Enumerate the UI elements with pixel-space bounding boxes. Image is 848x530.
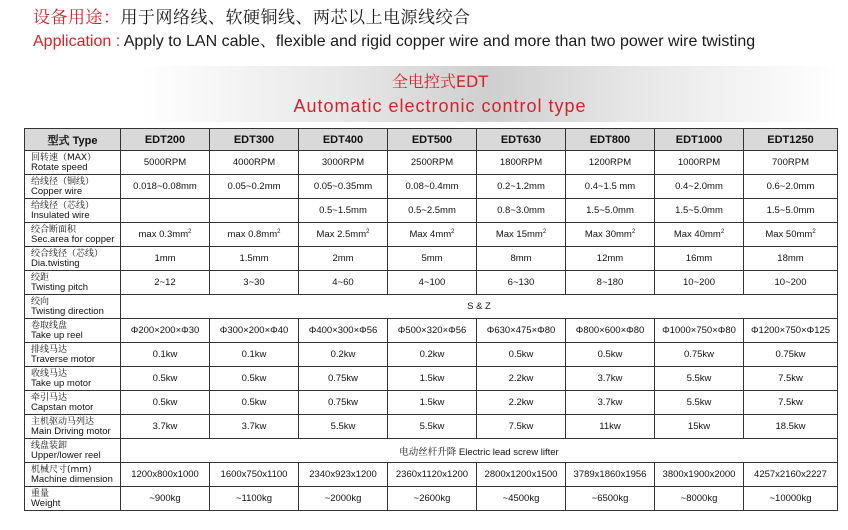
row-label (25, 439, 121, 463)
table-cell (655, 271, 744, 295)
table-cell-value: 3.7kw (597, 373, 623, 384)
table-cell (388, 487, 477, 511)
table-cell-value: 4000RPM (232, 157, 276, 168)
table-cell (744, 175, 838, 199)
spec-table-body (25, 151, 838, 511)
title-en: Automatic electronic control type (293, 96, 587, 116)
table-cell-value: Φ1200×750×Φ125 (750, 325, 831, 336)
table-cell-value: 18.5kw (775, 421, 806, 432)
table-cell-value: 0.6~2.0mm (766, 181, 815, 192)
application-cn-text: 用于网络线、软硬铜线、两芯以上电源线绞合 (120, 8, 471, 28)
table-cell-value: 2.2kw (508, 397, 534, 408)
table-cell (299, 271, 388, 295)
table-cell-value: 0.08~0.4mm (405, 181, 459, 192)
table-cell-value: 0.5kw (152, 397, 178, 408)
table-row (25, 247, 838, 271)
row-label (25, 367, 121, 391)
table-cell-value: Max 15mm (495, 229, 543, 240)
table-cell (477, 175, 566, 199)
table-cell (121, 391, 210, 415)
row-label (25, 463, 121, 487)
row-label-en: Traverse motor (31, 353, 96, 365)
table-cell (477, 391, 566, 415)
table-cell-value: 1000RPM (677, 157, 721, 168)
table-cell-value: 0.1kw (241, 349, 267, 360)
table-cell (477, 487, 566, 511)
table-cell (299, 343, 388, 367)
table-cell (388, 247, 477, 271)
table-cell-value: 0.1kw (152, 349, 178, 360)
row-label-en: Sec.area for copper (31, 233, 115, 245)
table-cell-value: 11kw (599, 421, 621, 432)
table-cell-value: 2mm (332, 253, 354, 264)
table-cell-value: 3789x1860x1956 (573, 469, 647, 480)
table-cell (121, 463, 210, 487)
header-model: EDT1250 (744, 129, 838, 151)
table-cell-value: Max 50mm (765, 229, 813, 240)
table-cell (299, 223, 388, 247)
row-label (25, 199, 121, 223)
table-cell-value: Max 30mm (584, 229, 632, 240)
table-cell-value: 1200x800x1000 (131, 469, 199, 480)
table-cell (210, 415, 299, 439)
row-label-en: Take up reel (31, 329, 83, 341)
table-cell (388, 463, 477, 487)
table-cell-value: 0.5~2.5mm (408, 205, 456, 216)
table-cell (477, 151, 566, 175)
table-cell-value: 3800x1900x2000 (662, 469, 736, 480)
table-cell-value: 0.75kw (327, 373, 359, 384)
table-cell (388, 271, 477, 295)
table-row (25, 463, 838, 487)
row-label-cn: 绞合断面积 (31, 224, 77, 235)
table-cell (566, 175, 655, 199)
row-label-en: Copper wire (31, 185, 83, 197)
table-cell-value: 0.5kw (508, 349, 534, 360)
table-row (25, 343, 838, 367)
table-cell (388, 343, 477, 367)
table-cell-value: 1600x750x1100 (220, 469, 288, 480)
header-model: EDT630 (477, 129, 566, 151)
row-label-cn: 牵引马达 (31, 392, 68, 403)
row-label-en: Weight (31, 497, 61, 509)
table-row (25, 439, 838, 463)
row-label-en: Take up motor (31, 377, 92, 389)
table-cell (210, 319, 299, 343)
header-model: EDT400 (299, 129, 388, 151)
table-cell-value: Max 4mm (409, 229, 452, 240)
table-cell-value: Max 2.5mm (316, 229, 367, 240)
row-label-en: Upper/lower reel (31, 449, 101, 461)
row-label (25, 487, 121, 511)
table-cell (299, 247, 388, 271)
table-cell-value: 8mm (510, 253, 532, 264)
row-label (25, 175, 121, 199)
table-cell (744, 247, 838, 271)
table-cell-value: Φ300×200×Φ40 (219, 325, 289, 336)
table-cell (121, 223, 210, 247)
table-cell (744, 319, 838, 343)
table-cell (388, 175, 477, 199)
table-cell-value: 0.018~0.08mm (133, 181, 197, 192)
table-cell-value: 3.7kw (152, 421, 178, 432)
unit-superscript: 2 (720, 228, 725, 235)
table-cell-value: ~1100kg (235, 493, 272, 504)
row-label (25, 295, 121, 319)
table-cell-value: ~8000kg (680, 493, 718, 504)
table-cell (744, 487, 838, 511)
row-label (25, 343, 121, 367)
table-cell-value: 5mm (421, 253, 443, 264)
application-en-line (33, 31, 755, 53)
table-cell (744, 151, 838, 175)
table-cell (655, 391, 744, 415)
table-cell-value: 5000RPM (143, 157, 187, 168)
table-cell-value: 3.7kw (597, 397, 623, 408)
row-label-cn: 卷取线盘 (31, 320, 68, 331)
table-cell (121, 343, 210, 367)
table-cell (388, 415, 477, 439)
table-cell-value: Φ200×200×Φ30 (130, 325, 200, 336)
table-cell (210, 175, 299, 199)
row-label-cn: 线盘装卸 (31, 440, 68, 451)
table-row (25, 175, 838, 199)
table-cell (210, 343, 299, 367)
row-label (25, 151, 121, 175)
table-cell (388, 223, 477, 247)
table-cell-value: 5.5kw (330, 421, 356, 432)
table-cell (744, 223, 838, 247)
row-label-en: Dia.twisting (31, 257, 80, 269)
table-cell-value: 2360x1120x1200 (395, 469, 469, 480)
table-row (25, 151, 838, 175)
table-cell (566, 151, 655, 175)
table-cell (566, 319, 655, 343)
table-cell-value: 0.5kw (597, 349, 623, 360)
table-cell-value: 1.5kw (419, 373, 445, 384)
table-cell (299, 367, 388, 391)
table-cell-value: Φ800×600×Φ80 (575, 325, 645, 336)
table-cell-value: 1.5~5.0mm (586, 205, 634, 216)
table-cell-value: Φ630×475×Φ80 (486, 325, 556, 336)
table-cell (210, 463, 299, 487)
table-cell (299, 487, 388, 511)
row-label (25, 271, 121, 295)
table-cell (655, 367, 744, 391)
table-cell (655, 319, 744, 343)
table-cell-value: ~900kg (149, 493, 181, 504)
row-label-en: Capstan motor (31, 401, 94, 413)
table-cell (388, 319, 477, 343)
table-cell (655, 151, 744, 175)
unit-superscript: 2 (451, 228, 455, 235)
row-label (25, 319, 121, 343)
table-cell (744, 367, 838, 391)
table-cell (210, 151, 299, 175)
table-cell (566, 391, 655, 415)
table-cell-value: 4257x2160x2227 (754, 469, 827, 480)
table-cell (210, 271, 299, 295)
spec-table (24, 128, 838, 511)
table-cell-value: 3000RPM (321, 157, 365, 168)
table-cell (566, 367, 655, 391)
table-cell-value: 1.5mm (239, 253, 269, 264)
table-cell (477, 367, 566, 391)
table-cell-value: 0.5kw (241, 373, 267, 384)
table-row (25, 295, 838, 319)
table-cell-value: 3.7kw (241, 421, 267, 432)
header-model: EDT500 (388, 129, 477, 151)
table-cell-value: 0.75kw (683, 349, 715, 360)
table-cell (744, 199, 838, 223)
table-cell-value: 4~60 (332, 277, 354, 288)
header-model: EDT1000 (655, 129, 744, 151)
table-cell (299, 199, 388, 223)
table-cell (299, 391, 388, 415)
table-cell (210, 223, 299, 247)
table-cell (566, 463, 655, 487)
row-label-cn: 机械尺寸(mm) (31, 464, 92, 475)
table-cell (566, 247, 655, 271)
table-cell-value: 1200RPM (588, 157, 632, 168)
application-en-label: Application : (33, 33, 121, 50)
table-cell (210, 367, 299, 391)
row-label-cn: 回转速（MAX） (31, 152, 97, 163)
table-cell (121, 151, 210, 175)
application-cn-label: 设备用途： (33, 8, 121, 28)
header-model: EDT200 (121, 129, 210, 151)
table-cell (655, 487, 744, 511)
table-cell-value: 2800x1200x1500 (484, 469, 558, 480)
table-cell-value: max 0.8mm (227, 229, 278, 240)
table-cell (121, 487, 210, 511)
table-cell (566, 343, 655, 367)
table-cell-value: 0.2kw (330, 349, 356, 360)
table-cell (299, 463, 388, 487)
table-cell (210, 487, 299, 511)
table-cell (566, 199, 655, 223)
row-label-cn: 主机驱动马列达 (31, 416, 95, 427)
table-row (25, 271, 838, 295)
table-cell-value: ~10000kg (769, 493, 812, 504)
table-cell-value: 16mm (685, 253, 713, 264)
header-model: EDT300 (210, 129, 299, 151)
table-cell-value: Φ400×300×Φ56 (308, 325, 378, 336)
table-cell (299, 319, 388, 343)
table-cell (299, 151, 388, 175)
table-cell-value: Max 40mm (673, 229, 721, 240)
table-cell-value: 700RPM (772, 157, 809, 168)
table-cell-value: 5.5kw (686, 397, 712, 408)
table-cell (744, 463, 838, 487)
table-cell-value: 2.2kw (508, 373, 534, 384)
row-label-en: Insulated wire (31, 209, 90, 221)
table-cell-value: max 0.3mm (138, 229, 189, 240)
row-label-en: Twisting direction (31, 305, 104, 317)
title-cn: 全电控式EDT (391, 72, 489, 91)
row-label (25, 223, 121, 247)
table-row (25, 319, 838, 343)
row-label-cn: 排线马达 (31, 344, 68, 355)
table-cell (388, 151, 477, 175)
unit-superscript: 2 (366, 228, 370, 235)
spec-table-header (25, 129, 838, 151)
table-cell-value: 1mm (154, 253, 176, 264)
table-cell-value: 0.4~1.5 mm (584, 181, 636, 192)
table-row (25, 367, 838, 391)
table-cell-value: 10~200 (683, 277, 715, 288)
table-cell-value: 10~200 (774, 277, 807, 288)
table-cell-span: S & Z (121, 295, 838, 319)
table-cell (655, 199, 744, 223)
table-cell (566, 415, 655, 439)
table-cell (477, 415, 566, 439)
table-cell-value: 5.5kw (686, 373, 712, 384)
table-cell (744, 415, 838, 439)
unit-superscript: 2 (812, 228, 816, 235)
table-cell-value: 1.5~5.0mm (675, 205, 723, 216)
table-cell (566, 487, 655, 511)
table-cell (477, 199, 566, 223)
table-cell-value: ~2000kg (324, 493, 362, 504)
table-cell-value: 0.75kw (775, 349, 806, 360)
row-label (25, 391, 121, 415)
table-cell (477, 319, 566, 343)
table-cell (477, 271, 566, 295)
application-en-text: Apply to LAN cable、flexible and rigid copper wire and more than two power wire twisting (120, 33, 756, 50)
table-cell-value: ~6500kg (591, 493, 629, 504)
table-cell-value: 4~100 (418, 277, 446, 288)
table-cell (121, 247, 210, 271)
row-label-en: Rotate speed (31, 161, 88, 173)
unit-superscript: 2 (277, 228, 281, 235)
header-type-label: 型式 Type (25, 129, 121, 151)
row-label-cn: 重量 (31, 488, 50, 499)
table-cell-value: 0.4~2.0mm (675, 181, 723, 192)
table-cell (299, 175, 388, 199)
table-cell (121, 415, 210, 439)
table-cell (477, 247, 566, 271)
table-cell (121, 367, 210, 391)
table-cell (121, 319, 210, 343)
row-label-en: Machine dimension (31, 473, 113, 485)
row-label-cn: 绞距 (31, 272, 50, 283)
table-cell-value: 0.2kw (419, 349, 445, 360)
table-cell-value: 2~12 (154, 277, 176, 288)
table-cell (744, 391, 838, 415)
table-cell-value: ~2600kg (413, 493, 451, 504)
row-label-cn: 给线径（芯线） (31, 200, 95, 211)
table-cell (655, 415, 744, 439)
table-cell (121, 271, 210, 295)
table-cell (744, 271, 838, 295)
table-cell-value: 1800RPM (499, 157, 543, 168)
table-cell-value: 2340x923x1200 (309, 469, 377, 480)
table-cell (566, 223, 655, 247)
table-cell (210, 247, 299, 271)
table-row (25, 223, 838, 247)
table-cell (477, 223, 566, 247)
table-cell (655, 175, 744, 199)
row-label-cn: 绞合线径（芯线） (31, 248, 104, 259)
table-cell (388, 367, 477, 391)
table-cell (655, 343, 744, 367)
table-cell (566, 271, 655, 295)
table-cell-value: ~4500kg (502, 493, 540, 504)
table-cell (655, 223, 744, 247)
row-label-cn: 给线径（铜线） (31, 176, 95, 187)
table-cell-value: 3~30 (243, 277, 265, 288)
table-cell-value: Φ1000×750×Φ80 (662, 325, 736, 336)
row-label-cn: 收线马达 (31, 368, 68, 379)
table-cell-value: 0.05~0.35mm (313, 181, 373, 192)
table-cell-value: Φ500×320×Φ56 (397, 325, 467, 336)
table-cell (121, 199, 210, 223)
table-cell-value: 0.2~1.2mm (497, 181, 545, 192)
table-cell-value: 8~180 (596, 277, 624, 288)
table-row (25, 391, 838, 415)
table-cell-value: 0.05~0.2mm (227, 181, 281, 192)
row-label-en: Twisting pitch (31, 281, 89, 293)
table-cell (477, 343, 566, 367)
table-cell (299, 415, 388, 439)
table-cell-value: 15kw (687, 421, 711, 432)
table-cell-value: 7.5kw (778, 373, 803, 384)
row-label (25, 247, 121, 271)
table-cell-value: 18mm (777, 253, 804, 264)
table-cell-span: 电动丝杆升降 Electric lead screw lifter (121, 439, 838, 463)
table-cell-value: 1.5~5.0mm (766, 205, 815, 216)
table-cell-value: 7.5kw (778, 397, 803, 408)
table-cell (210, 391, 299, 415)
application-cn-line (33, 6, 471, 30)
table-cell-value: 0.5~1.5mm (319, 205, 367, 216)
table-cell-value: 0.8~3.0mm (497, 205, 545, 216)
table-cell-value: 5.5kw (419, 421, 445, 432)
row-label (25, 415, 121, 439)
table-cell (655, 463, 744, 487)
table-cell-value: 1.5kw (419, 397, 445, 408)
table-cell (121, 175, 210, 199)
header-model: EDT800 (566, 129, 655, 151)
table-cell-value: 6~130 (507, 277, 535, 288)
table-cell-value: 7.5kw (508, 421, 534, 432)
row-label-cn: 绞向 (31, 296, 50, 307)
table-cell-value: 2500RPM (410, 157, 454, 168)
table-cell-value: 0.5kw (241, 397, 267, 408)
table-cell (388, 391, 477, 415)
unit-superscript: 2 (631, 228, 636, 235)
table-cell-value: 12mm (596, 253, 624, 264)
unit-superscript: 2 (188, 228, 192, 235)
table-cell (744, 343, 838, 367)
table-cell (655, 247, 744, 271)
table-row (25, 415, 838, 439)
table-cell (477, 463, 566, 487)
table-row (25, 487, 838, 511)
table-cell (210, 199, 299, 223)
table-row (25, 199, 838, 223)
table-cell-value: 0.5kw (152, 373, 178, 384)
unit-superscript: 2 (542, 228, 547, 235)
table-cell (388, 199, 477, 223)
table-cell-value: 0.75kw (327, 397, 359, 408)
row-label-en: Main Driving motor (31, 425, 111, 437)
